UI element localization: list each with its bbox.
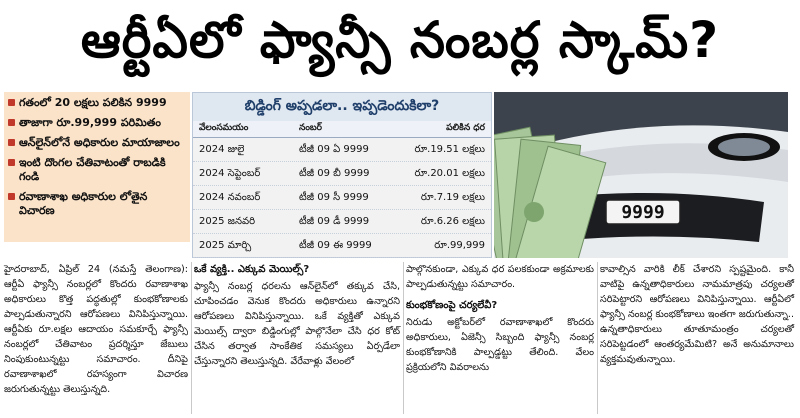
highlight-item: రవాణాశాఖ అధికారుల లోతైన విచారణ [8,190,186,218]
bullet-icon [8,193,15,200]
table-title: బిడ్డింగ్ అప్పడలా.. ఇప్పడెందుకిలా? [193,93,491,121]
table-row: 2024 సెప్టెంబర్ టీజీ 09 బీ 9999 రూ.20.01 లక్షలు [193,162,491,186]
article-column-4: కావాల్సిన వారికి లీక్ చేశారని స్పష్టమైంది. కానీ వాటిపై ఉన్నతాధికారులు నామమాత్రపు చర్యలతో సరిపెట్టారని ఆరోపణలు వినిపిస్తున్నాయి. ఆర్టీఏలో ఫ్యాన్సీ నంబర్ల కుంభకోణాలు ఇంతగా జరుగుతున్నా.. ఉన్నతాధికారులు తూతూమంత్రం చర్యలతో సరిపెట్టడంలో ఆంతర్యమేమిటి? అనే అనుమానాలు వ్యక్తమవుతున్నాయి. [600,264,794,365]
highlight-item: గతంలో 20 లక్షలు పలికిన 9999 [8,96,186,110]
highlight-item: ఇంటి దొంగల చేతివాటంతో రాబడికి గండి [8,156,186,184]
car-photo [494,92,788,258]
headline: ఆర్టీఏలో ఫ్యాన్సీ నంబర్ల స్కామ్? [80,10,720,69]
license-plate: 9999 [621,202,665,223]
table-row: 2025 జనవరి టీజీ 09 డీ 9999 రూ.6.26 లక్షలు [193,210,491,234]
article-column-1: హైదరాబాద్, ఏప్రిల్ 24 (నమస్తే తెలంగాణ): ఆర్టీఏ ఫ్యాన్సీ నంబర్లలో కొందరు రవాణాశాఖ అధికారులు కొత్త పద్ధతుల్లో కుంభకోణాలకు పాల్పడుతున్నారని ఆరోపణలు వినిపిస్తున్నాయి. ఆర్టీఏకు రూ.లక్షల ఆదాయం సమకూర్చే ఫ్యాన్సీ నంబర్లలో చేతివాటం ప్రదర్శిస్తూ జేబులు నింపుకుంటున్నట్టు సమాచారం. దీనిపై రవాణాశాఖలో రహస్యంగా విచారణ జరుగుతున్నట్టు తెలుస్తున్నది. [4,264,188,395]
table-row: 2024 నవంబర్ టీజీ 09 సీ 9999 రూ.7.19 లక్షలు [193,186,491,210]
bullet-icon [8,139,15,146]
column-divider [597,262,598,414]
bidding-table [192,92,492,258]
article-column-3: పాల్గొనకుండా, ఎక్కువ ధర పలకకుండా అక్రమాలకు పాల్పడుతున్నట్టు సమాచారం. కుంభకోణంపై చర్యలేవీ? నిరుడు అక్టోబర్‌లో రవాణాశాఖలో కొందరు అధికారులు, ఏజెన్సీ సిబ్బంది ఫ్యాన్సీ నంబర్ల కుంభకోణానికి పాల్పడ్డట్టు తేలింది. వేలం ప్రక్రియలోని వివరాలను [406,264,594,373]
bullet-icon [8,99,15,106]
bullet-icon [8,159,15,166]
table-header-row [193,121,491,138]
header-auction-time: వేలంసమయం [199,123,249,133]
table-row: 2024 జులై టీజీ 09 ఏ 9999 రూ.19.51 లక్షలు [193,138,491,162]
column-divider [403,262,404,414]
subheading: కుంభకోణంపై చర్యలేవీ? [406,300,498,311]
column-divider [191,262,192,414]
highlights-box [4,92,190,242]
header-number: నంబర్ [299,123,322,133]
car-illustration [494,92,788,258]
table-row: 2025 మార్చి టీజీ 09 ఈ 9999 రూ.99,999 [193,234,491,258]
subheading: ఒకే వ్యక్తి.. ఎక్కువ మెయిల్స్? [194,264,310,275]
article-column-2: ఒకే వ్యక్తి.. ఎక్కువ మెయిల్స్? ఫ్యాన్సీ నంబర్ల ధరలను ఆన్‌లైన్‌లో తక్కువ చేసి, చూపించడం వెనుక కొందరు అధికారులు ఉన్నారని ఆరోపణలు వినిపిస్తున్నాయి. ఒకే వ్యక్తితో ఎక్కువ మెయిల్స్ ద్వారా బిడ్డింగుల్లో పాల్గొనేలా చేసి ధర కోట్ చేసిన తర్వాత సాంకేతిక సమస్యలు ఏర్పడేలా చేస్తున్నారని తెలుస్తున్నది. వేరేవాళ్లు వేలంలో [194,264,400,367]
highlight-item: ఆన్‌లైన్‌లోనే అధికారుల మాయాజాలం [8,136,186,150]
bullet-icon [8,119,15,126]
highlight-item: తాజాగా రూ.99,999 పరిమితం [8,116,186,130]
header-price: పలికిన ధర [446,123,485,133]
